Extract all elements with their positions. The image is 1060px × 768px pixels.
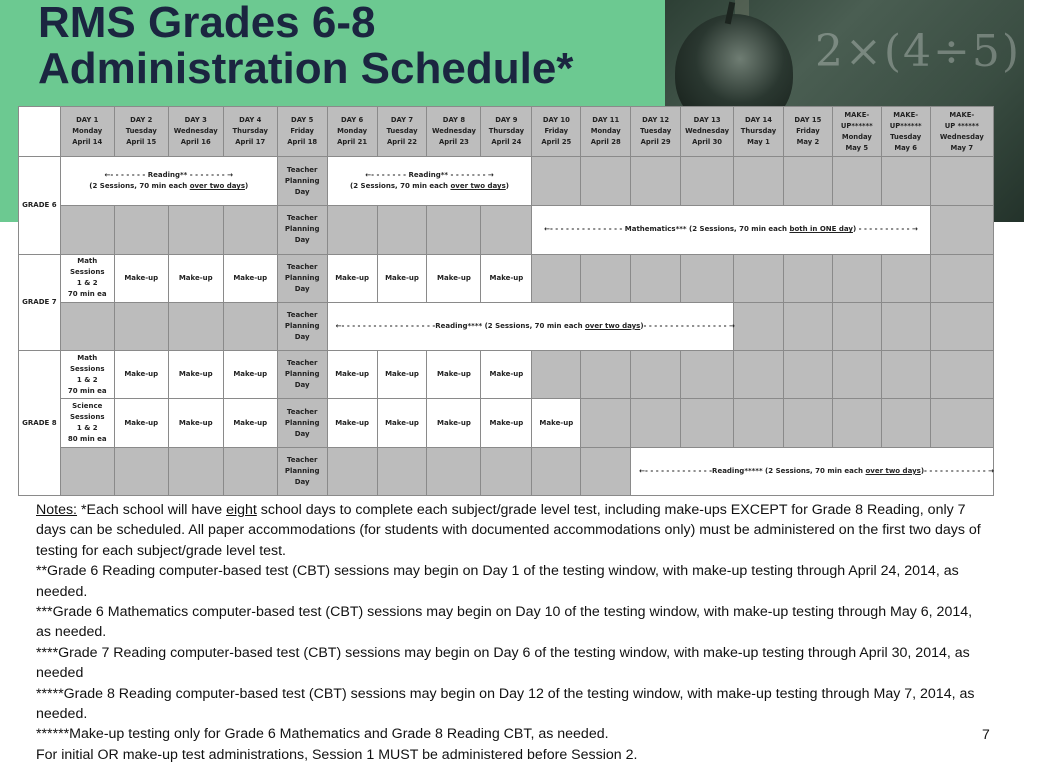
notes-label: Notes: <box>36 502 78 518</box>
makeup-day-header: MAKE- UP****** Tuesday May 6 <box>881 107 930 157</box>
day-header: DAY 9 Thursday April 24 <box>481 107 532 157</box>
makeup-cell: Make-up <box>327 254 377 302</box>
chalk-equation: 2×(4÷5)= <box>815 26 1060 77</box>
makeup-cell: Make-up <box>114 351 168 399</box>
slide-title-line-2: Administration Schedule* <box>38 44 574 93</box>
note-makeup: ******Make-up testing only for Grade 6 Mathematics and Grade 8 Reading CBT, as needed. <box>36 726 609 743</box>
grade-6-math-span: ←- - - - - - - - - - - - - - Mathematics*** (2 Sessions, 70 min each both in ONE day) - - - - - - - - - - → <box>532 206 930 254</box>
day-header: DAY 13 Wednesday April 30 <box>681 107 734 157</box>
science-sessions-cell: Science Sessions 1 & 2 80 min ea <box>60 399 114 447</box>
makeup-cell: Make-up <box>377 254 427 302</box>
table-row <box>19 302 994 350</box>
table-row <box>19 351 994 399</box>
slide-title <box>38 0 658 92</box>
teacher-planning-day: Teacher Planning Day <box>277 351 327 399</box>
teacher-planning-day: Teacher Planning Day <box>277 399 327 447</box>
page-number: 7 <box>982 726 990 742</box>
makeup-cell: Make-up <box>427 254 481 302</box>
makeup-cell: Make-up <box>377 399 427 447</box>
grade-6-reading-span-continued: ←- - - - - - - Reading** - - - - - - - → (2 Sessions, 70 min each over two days) <box>327 157 532 206</box>
teacher-planning-day: Teacher Planning Day <box>277 157 327 206</box>
table-row <box>19 254 994 302</box>
day-header: DAY 5 Friday April 18 <box>277 107 327 157</box>
header-corner <box>19 107 61 157</box>
day-header: DAY 1 Monday April 14 <box>60 107 114 157</box>
notes-section <box>36 500 986 765</box>
table-header-row <box>19 107 994 157</box>
math-sessions-cell: Math Sessions 1 & 2 70 min ea <box>60 351 114 399</box>
day-header: DAY 4 Thursday April 17 <box>223 107 277 157</box>
makeup-cell: Make-up <box>114 399 168 447</box>
makeup-cell: Make-up <box>377 351 427 399</box>
grade-8-label: GRADE 8 <box>19 351 61 496</box>
table-row <box>19 447 994 495</box>
makeup-cell: Make-up <box>327 351 377 399</box>
day-header: DAY 15 Friday May 2 <box>783 107 832 157</box>
makeup-cell: Make-up <box>481 254 532 302</box>
teacher-planning-day: Teacher Planning Day <box>277 254 327 302</box>
makeup-cell: Make-up <box>223 399 277 447</box>
grade-8-reading-span: ←- - - - - - - - - - - - -Reading***** (2 Sessions, 70 min each over two days)- - - - - - - - - - - - → <box>631 447 994 495</box>
makeup-cell: Make-up <box>481 351 532 399</box>
table-row <box>19 206 994 254</box>
makeup-day-header: MAKE- UP ****** Wednesday May 7 <box>930 107 993 157</box>
makeup-cell: Make-up <box>532 399 581 447</box>
day-header: DAY 14 Thursday May 1 <box>734 107 784 157</box>
teacher-planning-day: Teacher Planning Day <box>277 302 327 350</box>
math-sessions-cell: Math Sessions 1 & 2 70 min ea <box>60 254 114 302</box>
makeup-cell: Make-up <box>427 399 481 447</box>
day-header: DAY 12 Tuesday April 29 <box>631 107 681 157</box>
makeup-cell: Make-up <box>223 351 277 399</box>
grade-6-label: GRADE 6 <box>19 157 61 255</box>
note-general: Notes: *Each school will have eight school days to complete each subject/grade level test, including make-ups EXCEPT for Grade 8 Reading, only 7 days can be scheduled. All paper accommodations (for students with documented accommodations only) must be administered on the first two days of testing for each subject/grade level test. <box>36 502 981 559</box>
administration-schedule-table <box>18 106 994 496</box>
makeup-cell: Make-up <box>223 254 277 302</box>
day-header: DAY 11 Monday April 28 <box>581 107 631 157</box>
day-header: DAY 10 Friday April 25 <box>532 107 581 157</box>
note-grade-6-reading: **Grade 6 Reading computer-based test (CBT) sessions may begin on Day 1 of the testing window, with make-up testing through April 24, 2014, as needed. <box>36 563 959 600</box>
note-grade-8-reading: *****Grade 8 Reading computer-based test (CBT) sessions may begin on Day 12 of the testing window, with make-up testing through May 7, 2014, as needed. <box>36 685 975 723</box>
grade-6-reading-span: ←- - - - - - - Reading** - - - - - - - → (2 Sessions, 70 min each over two days) <box>60 157 277 206</box>
teacher-planning-day: Teacher Planning Day <box>277 206 327 254</box>
note-session-order: For initial OR make-up test administrations, Session 1 MUST be administered before Session 2. <box>36 746 638 763</box>
makeup-cell: Make-up <box>114 254 168 302</box>
makeup-cell: Make-up <box>168 399 223 447</box>
table-row <box>19 157 994 206</box>
table-row <box>19 399 994 447</box>
slide-title-line-1: RMS Grades 6-8 <box>38 0 376 47</box>
day-header: DAY 7 Tuesday April 22 <box>377 107 427 157</box>
day-header: DAY 6 Monday April 21 <box>327 107 377 157</box>
makeup-cell: Make-up <box>427 351 481 399</box>
makeup-cell: Make-up <box>168 351 223 399</box>
teacher-planning-day: Teacher Planning Day <box>277 447 327 495</box>
makeup-cell: Make-up <box>327 399 377 447</box>
day-header: DAY 3 Wednesday April 16 <box>168 107 223 157</box>
note-grade-7-reading: ****Grade 7 Reading computer-based test (CBT) sessions may begin on Day 6 of the testing window, with make-up testing through April 30, 2014, as needed <box>36 644 970 682</box>
makeup-cell: Make-up <box>481 399 532 447</box>
grade-7-label: GRADE 7 <box>19 254 61 351</box>
day-header: DAY 2 Tuesday April 15 <box>114 107 168 157</box>
note-grade-6-math: ***Grade 6 Mathematics computer-based test (CBT) sessions may begin on Day 10 of the testing window, with make-up testing through May 6, 2014, as needed. <box>36 604 973 641</box>
makeup-day-header: MAKE- UP****** Monday May 5 <box>832 107 881 157</box>
grade-7-reading-span: ←- - - - - - - - - - - - - - - - - -Reading**** (2 Sessions, 70 min each over two days)- - - - - - - - - - - - - - - - → <box>327 302 733 350</box>
makeup-cell: Make-up <box>168 254 223 302</box>
day-header: DAY 8 Wednesday April 23 <box>427 107 481 157</box>
